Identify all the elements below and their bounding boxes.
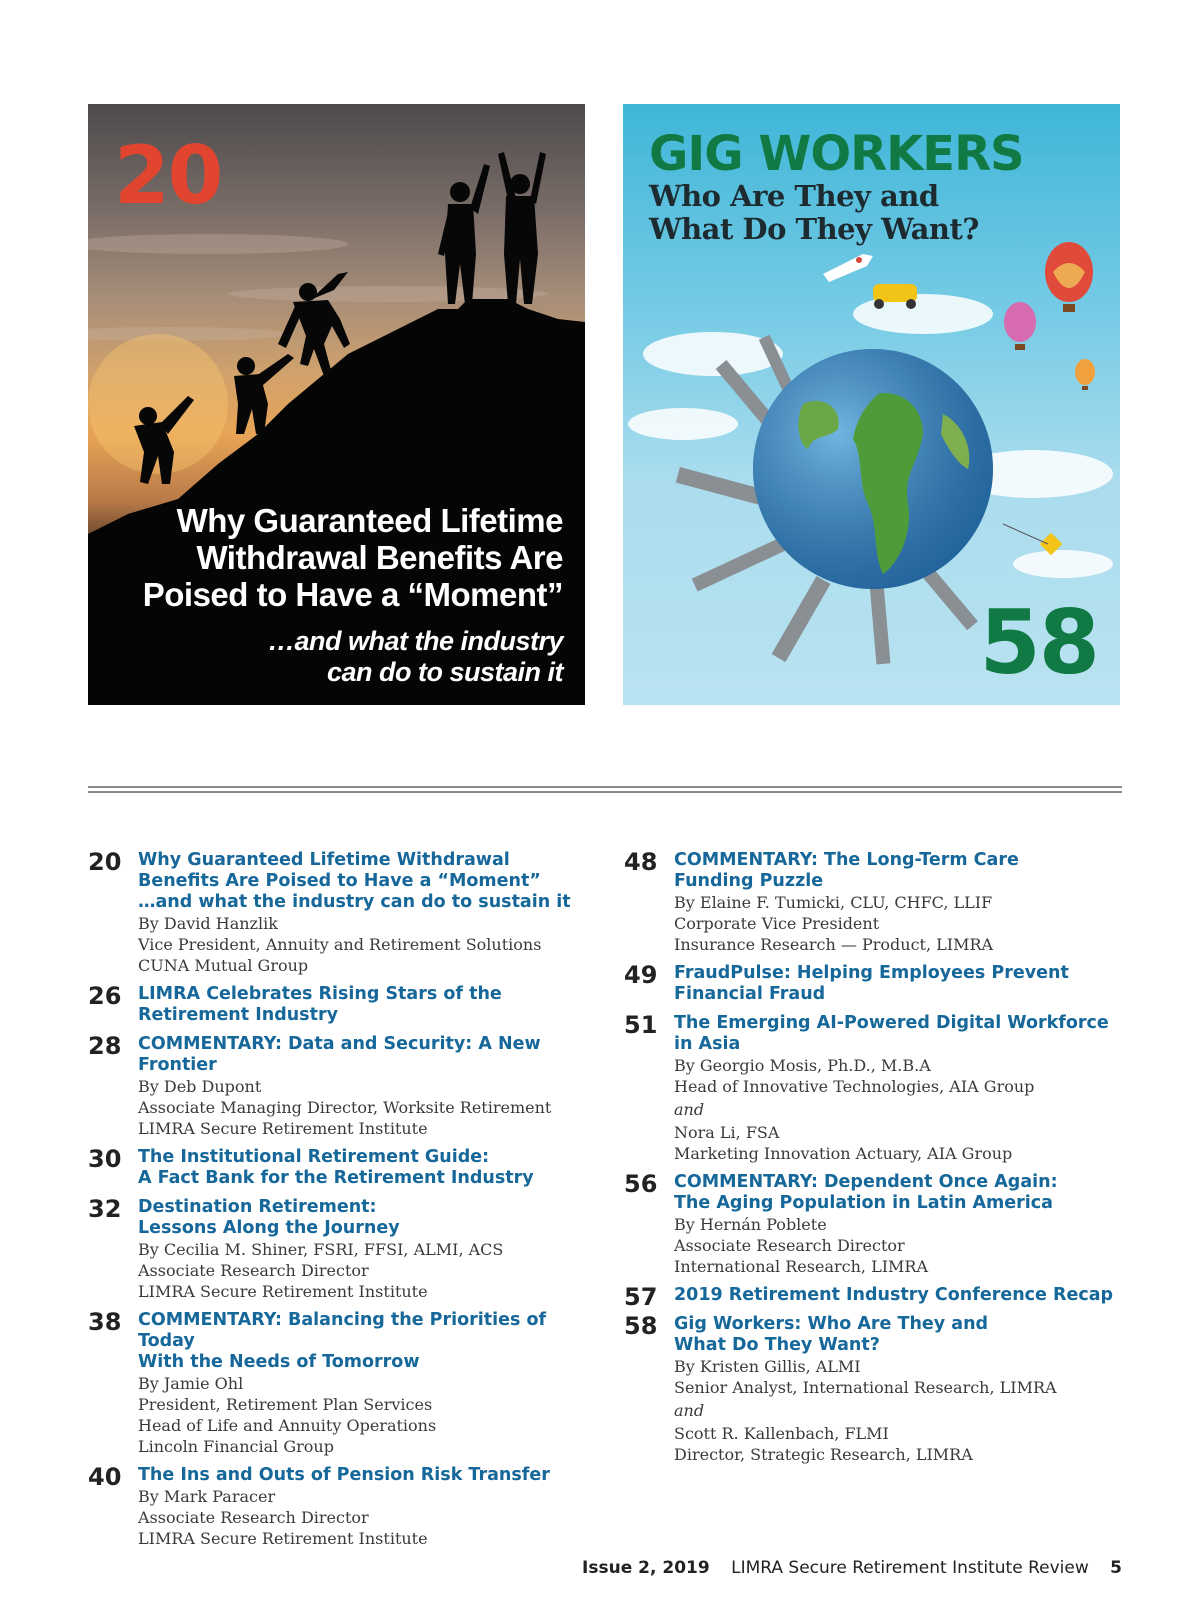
toc-author: Scott R. Kallenbach, FLMI [674, 1424, 889, 1443]
toc-author-role: Vice President, Annuity and Retirement Solutions [138, 935, 542, 954]
toc-and-separator: and [674, 1401, 705, 1420]
toc-entry[interactable] [624, 1314, 1124, 1465]
toc-title[interactable] [674, 1314, 1124, 1356]
toc-author: Nora Li, FSA [674, 1123, 780, 1142]
toc-title-line: in Asia [674, 1034, 741, 1054]
toc-entry[interactable] [88, 1197, 598, 1302]
toc-page-number: 20 [88, 848, 122, 876]
toc-title-line: Retirement Industry [138, 1005, 339, 1025]
toc-title[interactable] [138, 1465, 598, 1486]
toc-title-line: The Aging Population in Latin America [674, 1193, 1053, 1213]
toc-author-role: Head of Innovative Technologies, AIA Group [674, 1077, 1035, 1096]
toc-title[interactable] [674, 1285, 1124, 1306]
divider-rule [88, 786, 1122, 788]
toc-author-org: Insurance Research — Product, LIMRA [674, 935, 994, 954]
headline-line: Withdrawal Benefits Are [196, 539, 563, 576]
toc-title-line: Why Guaranteed Lifetime Withdrawal [138, 850, 510, 870]
toc-title-line: With the Needs of Tomorrow [138, 1352, 420, 1372]
toc-page-number: 38 [88, 1308, 122, 1336]
toc-title-line: The Ins and Outs of Pension Risk Transfer [138, 1465, 550, 1485]
footer-publication: LIMRA Secure Retirement Institute Review [731, 1558, 1089, 1578]
headline-line: Why Guaranteed Lifetime [176, 502, 563, 539]
toc-author-role: Marketing Innovation Actuary, AIA Group [674, 1144, 1013, 1163]
toc-title-line: LIMRA Celebrates Rising Stars of the [138, 984, 502, 1004]
toc-author-org: LIMRA Secure Retirement Institute [138, 1529, 428, 1548]
toc-title-line: What Do They Want? [674, 1335, 880, 1355]
feature-headline [113, 502, 563, 613]
toc-title[interactable] [674, 1172, 1124, 1214]
toc-author-role: Associate Research Director [138, 1508, 369, 1527]
toc-author: By Deb Dupont [138, 1077, 262, 1096]
toc-entry[interactable] [88, 1310, 598, 1457]
toc-entry[interactable] [88, 850, 598, 976]
toc-title-line: 2019 Retirement Industry Conference Recap [674, 1285, 1114, 1305]
feature-image-gig-workers[interactable] [623, 104, 1120, 705]
toc-author-role: Associate Managing Director, Worksite Retirement [138, 1098, 552, 1117]
toc-title-line: The Emerging AI-Powered Digital Workforce [674, 1013, 1109, 1033]
toc-author-role: Associate Research Director [674, 1236, 905, 1255]
toc-title-line: A Fact Bank for the Retirement Industry [138, 1168, 534, 1188]
toc-entry[interactable] [88, 1034, 598, 1139]
toc-title-line: Gig Workers: Who Are They and [674, 1314, 989, 1334]
toc-title[interactable] [674, 850, 1124, 892]
toc-author-role: Senior Analyst, International Research, LIMRA [674, 1378, 1057, 1397]
toc-entry[interactable] [624, 1283, 1124, 1311]
toc-page-number: 28 [88, 1032, 122, 1060]
toc-title[interactable] [138, 1197, 598, 1239]
toc-title-line: Funding Puzzle [674, 871, 824, 891]
toc-author: By Mark Paracer [138, 1487, 276, 1506]
toc-author-role: Head of Life and Annuity Operations [138, 1416, 437, 1435]
toc-title-line: COMMENTARY: Balancing the Priorities of Today [138, 1310, 547, 1351]
toc-title-line: Financial Fraud [674, 984, 826, 1004]
footer-page-number: 5 [1110, 1558, 1122, 1578]
toc-title-line: COMMENTARY: Data and Security: A New Frontier [138, 1034, 541, 1075]
toc-entry[interactable] [88, 1147, 598, 1189]
toc-author-role: Director, Strategic Research, LIMRA [674, 1445, 973, 1464]
toc-page-number: 57 [624, 1283, 658, 1311]
toc-title-line: Benefits Are Poised to Have a “Moment” [138, 871, 541, 891]
toc-author-role: President, Retirement Plan Services [138, 1395, 433, 1414]
toc-author: By Cecilia M. Shiner, FSRI, FFSI, ALMI, ACS [138, 1240, 504, 1259]
toc-author-org: LIMRA Secure Retirement Institute [138, 1119, 428, 1138]
toc-and-separator: and [674, 1100, 705, 1119]
subtitle-line: Who Are They and [649, 179, 939, 213]
subhead-line: …and what the industry [267, 626, 563, 656]
toc-title-line: The Institutional Retirement Guide: [138, 1147, 490, 1167]
toc-page-number: 58 [624, 1312, 658, 1340]
subhead-line: can do to sustain it [326, 657, 563, 687]
headline-line: Poised to Have a “Moment” [142, 576, 563, 613]
divider-rule [88, 791, 1122, 793]
toc-page-number: 26 [88, 982, 122, 1010]
footer-issue: Issue 2, 2019 [582, 1558, 710, 1578]
toc-page-number: 51 [624, 1011, 658, 1039]
toc-page-number: 56 [624, 1170, 658, 1198]
toc-title[interactable] [138, 1147, 598, 1189]
toc-title-line: Destination Retirement: [138, 1197, 377, 1217]
toc-author: By Georgio Mosis, Ph.D., M.B.A [674, 1056, 931, 1075]
toc-entry[interactable] [88, 1465, 598, 1549]
toc-author-role: Corporate Vice President [674, 914, 880, 933]
toc-column-right [624, 850, 1124, 1473]
toc-title-line: COMMENTARY: The Long-Term Care [674, 850, 1019, 870]
subtitle-line: What Do They Want? [649, 212, 979, 246]
toc-page-number: 30 [88, 1145, 122, 1173]
toc-title[interactable] [138, 850, 598, 913]
toc-title[interactable] [138, 1034, 598, 1076]
toc-title[interactable] [138, 984, 598, 1026]
feature-page-number: 20 [114, 129, 222, 222]
toc-author: By Elaine F. Tumicki, CLU, CHFC, LLIF [674, 893, 993, 912]
toc-column-left [88, 850, 598, 1557]
feature-subtitle [649, 180, 1089, 246]
feature-image-lifetime-withdrawal[interactable] [88, 104, 585, 705]
toc-page-number: 48 [624, 848, 658, 876]
toc-author: By Hernán Poblete [674, 1215, 827, 1234]
toc-author: By Kristen Gillis, ALMI [674, 1357, 861, 1376]
toc-page-number: 49 [624, 961, 658, 989]
feature-title: GIG WORKERS [649, 126, 1024, 182]
feature-subhead [143, 626, 563, 688]
toc-page-number: 32 [88, 1195, 122, 1223]
toc-author-org: CUNA Mutual Group [138, 956, 309, 975]
toc-author-org: Lincoln Financial Group [138, 1437, 334, 1456]
toc-entry[interactable] [88, 984, 598, 1026]
toc-title-line: Lessons Along the Journey [138, 1218, 400, 1238]
toc-title-line: COMMENTARY: Dependent Once Again: [674, 1172, 1058, 1192]
toc-author-org: LIMRA Secure Retirement Institute [138, 1282, 428, 1301]
toc-entry[interactable] [624, 850, 1124, 955]
feature-page-number: 58 [979, 591, 1098, 694]
toc-author-org: International Research, LIMRA [674, 1257, 928, 1276]
toc-entry[interactable] [624, 963, 1124, 1005]
toc-entry[interactable] [624, 1172, 1124, 1277]
toc-entry[interactable] [624, 1013, 1124, 1164]
toc-author: By Jamie Ohl [138, 1374, 244, 1393]
page-footer [582, 1558, 1122, 1578]
toc-title-line: FraudPulse: Helping Employees Prevent [674, 963, 1069, 983]
toc-title[interactable] [138, 1310, 598, 1373]
toc-author-role: Associate Research Director [138, 1261, 369, 1280]
toc-author: By David Hanzlik [138, 914, 278, 933]
toc-page-number: 40 [88, 1463, 122, 1491]
toc-title[interactable] [674, 1013, 1124, 1055]
toc-title[interactable] [674, 963, 1124, 1005]
toc-title-line: …and what the industry can do to sustain it [138, 892, 571, 912]
